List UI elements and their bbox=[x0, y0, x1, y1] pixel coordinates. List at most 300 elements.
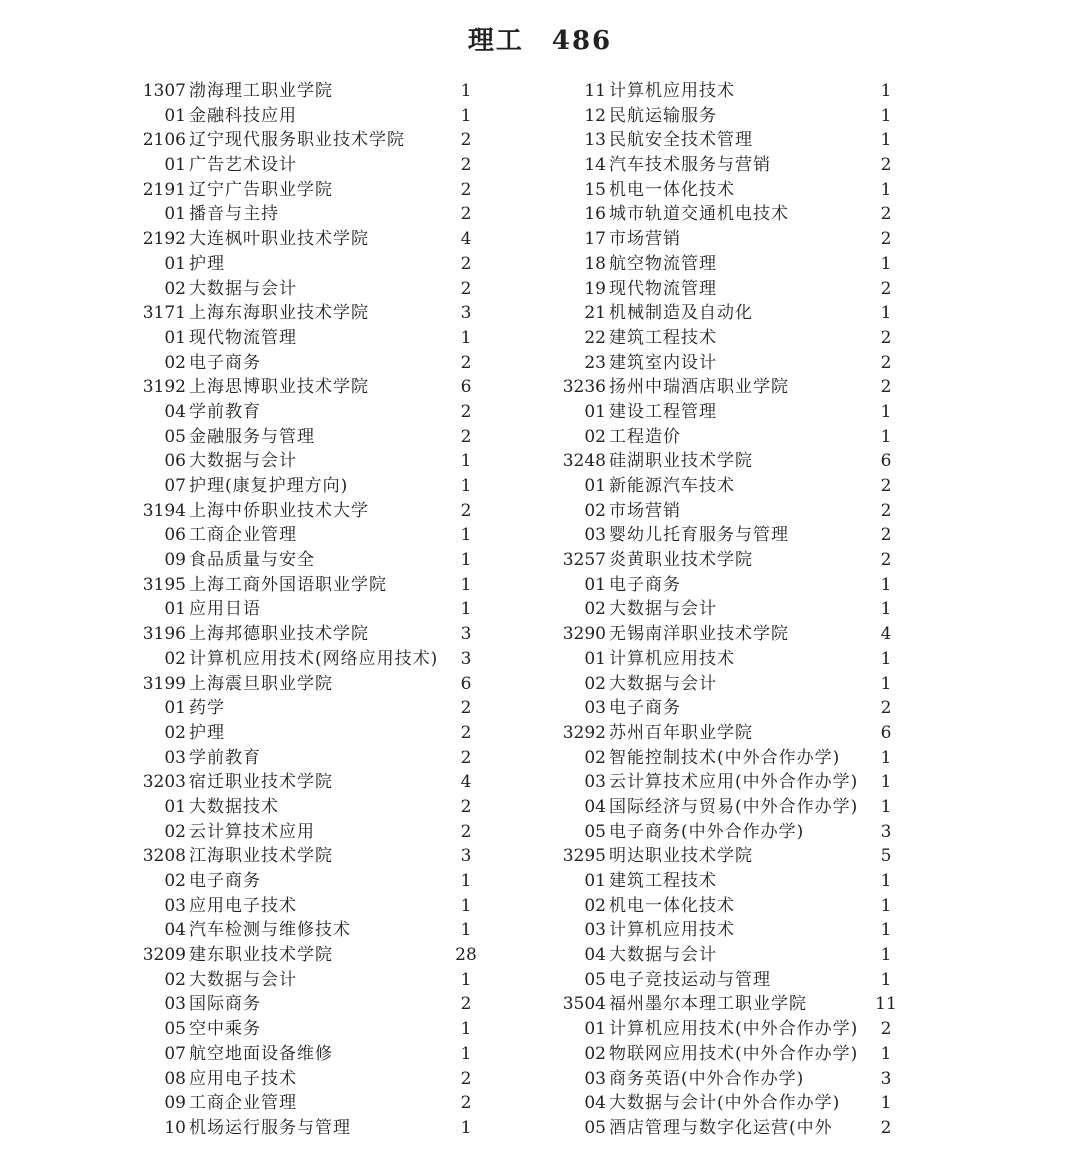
quota-count: 1 bbox=[460, 920, 472, 941]
major-code: 11 bbox=[584, 81, 606, 101]
major-code: 02 bbox=[584, 747, 606, 768]
quota-count: 2 bbox=[460, 155, 472, 176]
quota-count: 1 bbox=[460, 476, 472, 496]
major-row bbox=[560, 746, 1030, 771]
major-name: 电子商务 bbox=[609, 698, 681, 719]
major-row bbox=[140, 400, 610, 425]
quota-count: 2 bbox=[880, 229, 892, 250]
quota-count: 1 bbox=[880, 1093, 892, 1114]
quota-count: 28 bbox=[455, 945, 477, 966]
school-name: 无锡南洋职业技术学院 bbox=[609, 624, 789, 645]
quota-count: 1 bbox=[460, 451, 472, 472]
major-name: 计算机应用技术 bbox=[609, 920, 735, 941]
quota-count: 1 bbox=[880, 772, 892, 793]
quota-count: 1 bbox=[880, 253, 892, 274]
school-name: 上海思博职业技术学院 bbox=[189, 377, 369, 398]
quota-count: 2 bbox=[460, 401, 472, 422]
quota-count: 1 bbox=[880, 426, 892, 447]
major-row bbox=[140, 548, 610, 573]
major-code: 02 bbox=[584, 673, 606, 694]
major-name: 建筑工程技术 bbox=[609, 871, 717, 891]
school-code: 3248 bbox=[562, 451, 606, 472]
major-row bbox=[140, 153, 610, 178]
quota-count: 2 bbox=[880, 352, 892, 373]
major-name: 空中乘务 bbox=[189, 1019, 261, 1040]
school-row bbox=[140, 573, 610, 598]
quota-count: 1 bbox=[880, 673, 892, 694]
major-name: 电子商务 bbox=[609, 574, 681, 595]
major-row bbox=[140, 351, 610, 376]
major-row bbox=[140, 1017, 610, 1042]
major-row bbox=[140, 647, 610, 672]
major-row bbox=[560, 968, 1030, 993]
major-row bbox=[560, 79, 1030, 104]
major-row bbox=[560, 153, 1030, 178]
major-code: 23 bbox=[584, 352, 606, 373]
major-code: 05 bbox=[584, 969, 606, 990]
quota-count: 2 bbox=[880, 1117, 892, 1138]
major-code: 21 bbox=[584, 303, 606, 324]
major-row bbox=[140, 523, 610, 548]
major-name: 市场营销 bbox=[609, 229, 681, 250]
quota-count: 2 bbox=[880, 377, 892, 398]
school-code: 3209 bbox=[142, 945, 186, 966]
major-code: 03 bbox=[164, 994, 186, 1015]
quota-count: 6 bbox=[460, 377, 472, 398]
quota-count: 2 bbox=[880, 278, 892, 299]
major-name: 国际经济与贸易(中外合作办学) bbox=[609, 796, 859, 817]
major-name: 大数据与会计 bbox=[609, 945, 717, 966]
major-name: 婴幼儿托育服务与管理 bbox=[609, 525, 789, 546]
school-row bbox=[140, 770, 610, 795]
major-code: 10 bbox=[164, 1117, 186, 1138]
school-row bbox=[560, 375, 1030, 400]
quota-count: 1 bbox=[880, 796, 892, 817]
major-name: 广告艺术设计 bbox=[189, 155, 297, 176]
major-code: 07 bbox=[164, 1043, 186, 1064]
school-code: 3171 bbox=[142, 303, 186, 324]
major-name: 电子商务 bbox=[189, 871, 261, 891]
quota-count: 3 bbox=[880, 1068, 892, 1089]
major-code: 01 bbox=[164, 327, 186, 348]
quota-count: 2 bbox=[460, 821, 472, 842]
major-name: 机场运行服务与管理 bbox=[189, 1117, 351, 1138]
quota-count: 1 bbox=[460, 1019, 472, 1040]
school-row bbox=[140, 844, 610, 869]
major-name: 民航安全技术管理 bbox=[609, 130, 753, 151]
major-row bbox=[140, 104, 610, 129]
major-code: 02 bbox=[584, 1043, 606, 1064]
major-code: 17 bbox=[584, 229, 606, 250]
major-row bbox=[560, 696, 1030, 721]
major-name: 大数据与会计 bbox=[189, 451, 297, 472]
school-name: 苏州百年职业学院 bbox=[609, 722, 753, 743]
quota-count: 2 bbox=[460, 1093, 472, 1114]
quota-count: 1 bbox=[460, 599, 472, 620]
school-name: 建东职业技术学院 bbox=[189, 945, 333, 966]
quota-count: 1 bbox=[460, 327, 472, 348]
major-name: 汽车检测与维修技术 bbox=[189, 920, 351, 941]
major-name: 金融服务与管理 bbox=[189, 426, 315, 447]
major-code: 13 bbox=[584, 130, 606, 151]
quota-count: 2 bbox=[880, 500, 892, 521]
quota-count: 2 bbox=[460, 747, 472, 768]
major-name: 金融科技应用 bbox=[189, 105, 297, 126]
school-row bbox=[560, 992, 1030, 1017]
major-name: 工程造价 bbox=[609, 426, 681, 447]
major-name: 电子竞技运动与管理 bbox=[609, 969, 771, 990]
school-code: 3194 bbox=[142, 500, 186, 521]
school-row bbox=[140, 301, 610, 326]
major-name: 云计算技术应用 bbox=[189, 821, 315, 842]
major-name: 商务英语(中外合作办学) bbox=[609, 1068, 805, 1089]
major-code: 09 bbox=[164, 550, 186, 571]
quota-count: 1 bbox=[880, 648, 892, 669]
major-row bbox=[560, 918, 1030, 943]
school-code: 1307 bbox=[142, 81, 186, 101]
major-row bbox=[560, 1017, 1030, 1042]
major-code: 01 bbox=[584, 871, 606, 891]
major-row bbox=[140, 425, 610, 450]
quota-count: 1 bbox=[460, 871, 472, 891]
major-name: 应用电子技术 bbox=[189, 1068, 297, 1089]
major-name: 大数据与会计 bbox=[609, 599, 717, 620]
major-code: 18 bbox=[584, 253, 606, 274]
school-row bbox=[140, 128, 610, 153]
major-row bbox=[140, 992, 610, 1017]
major-code: 05 bbox=[164, 426, 186, 447]
major-code: 02 bbox=[164, 969, 186, 990]
major-row bbox=[560, 252, 1030, 277]
major-row bbox=[560, 202, 1030, 227]
quota-count: 1 bbox=[880, 1043, 892, 1064]
major-row bbox=[560, 573, 1030, 598]
major-row bbox=[560, 499, 1030, 524]
major-row bbox=[560, 128, 1030, 153]
major-code: 07 bbox=[164, 476, 186, 496]
major-name: 航空物流管理 bbox=[609, 253, 717, 274]
major-code: 02 bbox=[164, 648, 186, 669]
major-row bbox=[140, 1116, 610, 1141]
school-code: 3257 bbox=[562, 550, 606, 571]
quota-count: 6 bbox=[460, 673, 472, 694]
quota-count: 2 bbox=[460, 352, 472, 373]
major-row bbox=[560, 474, 1030, 499]
major-row bbox=[560, 277, 1030, 302]
school-code: 2191 bbox=[142, 179, 186, 200]
major-row bbox=[140, 449, 610, 474]
major-row bbox=[560, 820, 1030, 845]
quota-count: 3 bbox=[880, 821, 892, 842]
school-name: 渤海理工职业学院 bbox=[189, 81, 333, 101]
major-name: 新能源汽车技术 bbox=[609, 476, 735, 496]
major-name: 电子商务 bbox=[189, 352, 261, 373]
quota-count: 3 bbox=[460, 303, 472, 324]
quota-count: 1 bbox=[460, 105, 472, 126]
major-name: 建设工程管理 bbox=[609, 401, 717, 422]
major-code: 01 bbox=[584, 574, 606, 595]
quota-count: 2 bbox=[460, 204, 472, 225]
major-row bbox=[560, 178, 1030, 203]
quota-count: 1 bbox=[460, 574, 472, 595]
quota-count: 1 bbox=[880, 969, 892, 990]
major-name: 计算机应用技术 bbox=[609, 81, 735, 101]
major-row bbox=[140, 721, 610, 746]
quota-count: 4 bbox=[460, 772, 472, 793]
major-code: 22 bbox=[584, 327, 606, 348]
school-row bbox=[560, 548, 1030, 573]
major-name: 计算机应用技术(中外合作办学) bbox=[609, 1019, 859, 1040]
quota-count: 1 bbox=[880, 179, 892, 200]
school-row bbox=[140, 375, 610, 400]
school-row bbox=[560, 844, 1030, 869]
major-name: 国际商务 bbox=[189, 994, 261, 1015]
major-code: 01 bbox=[164, 105, 186, 126]
quota-count: 1 bbox=[460, 969, 472, 990]
major-code: 06 bbox=[164, 451, 186, 472]
major-name: 药学 bbox=[189, 698, 225, 719]
major-name: 计算机应用技术(网络应用技术) bbox=[189, 648, 439, 669]
left-column bbox=[140, 79, 610, 1141]
quota-count: 2 bbox=[880, 1019, 892, 1040]
major-name: 工商企业管理 bbox=[189, 1093, 297, 1114]
major-code: 03 bbox=[584, 698, 606, 719]
major-row bbox=[140, 326, 610, 351]
major-row bbox=[560, 1091, 1030, 1116]
major-row bbox=[560, 1042, 1030, 1067]
major-name: 大数据与会计 bbox=[609, 673, 717, 694]
school-code: 3292 bbox=[562, 722, 606, 743]
quota-count: 2 bbox=[460, 253, 472, 274]
major-name: 护理(康复护理方向) bbox=[189, 476, 349, 496]
major-name: 大数据与会计(中外合作办学) bbox=[609, 1093, 841, 1114]
quota-count: 1 bbox=[880, 747, 892, 768]
quota-count: 2 bbox=[460, 130, 472, 151]
major-code: 01 bbox=[584, 401, 606, 422]
major-name: 电子商务(中外合作办学) bbox=[609, 821, 805, 842]
school-name: 硅湖职业技术学院 bbox=[609, 451, 753, 472]
major-row bbox=[140, 968, 610, 993]
school-code: 3203 bbox=[142, 772, 186, 793]
quota-count: 1 bbox=[880, 130, 892, 151]
school-code: 3504 bbox=[562, 994, 606, 1015]
major-code: 05 bbox=[584, 1117, 606, 1138]
major-code: 02 bbox=[584, 599, 606, 620]
major-code: 03 bbox=[584, 772, 606, 793]
major-code: 01 bbox=[164, 698, 186, 719]
quota-count: 2 bbox=[880, 698, 892, 719]
major-row bbox=[560, 647, 1030, 672]
major-name: 机电一体化技术 bbox=[609, 895, 735, 916]
major-row bbox=[560, 326, 1030, 351]
major-code: 01 bbox=[164, 253, 186, 274]
quota-count: 1 bbox=[880, 401, 892, 422]
school-name: 上海东海职业技术学院 bbox=[189, 303, 369, 324]
major-row bbox=[560, 672, 1030, 697]
major-code: 01 bbox=[164, 155, 186, 176]
quota-count: 1 bbox=[880, 574, 892, 595]
major-code: 03 bbox=[584, 920, 606, 941]
major-row bbox=[560, 400, 1030, 425]
school-name: 上海邦德职业技术学院 bbox=[189, 624, 369, 645]
school-code: 3192 bbox=[142, 377, 186, 398]
major-row bbox=[560, 1067, 1030, 1092]
quota-count: 2 bbox=[460, 179, 472, 200]
quota-count: 2 bbox=[880, 327, 892, 348]
school-code: 3195 bbox=[142, 574, 186, 595]
quota-count: 3 bbox=[460, 624, 472, 645]
major-row bbox=[140, 252, 610, 277]
major-name: 护理 bbox=[189, 253, 225, 274]
major-name: 现代物流管理 bbox=[189, 327, 297, 348]
major-row bbox=[560, 301, 1030, 326]
major-row bbox=[560, 894, 1030, 919]
major-code: 05 bbox=[584, 821, 606, 842]
right-column bbox=[560, 79, 1030, 1141]
major-name: 大数据与会计 bbox=[189, 969, 297, 990]
school-name: 辽宁现代服务职业技术学院 bbox=[189, 130, 405, 151]
major-code: 02 bbox=[164, 722, 186, 743]
quota-count: 1 bbox=[460, 895, 472, 916]
major-name: 工商企业管理 bbox=[189, 525, 297, 546]
major-code: 09 bbox=[164, 1093, 186, 1114]
major-row bbox=[560, 227, 1030, 252]
school-row bbox=[560, 721, 1030, 746]
school-row bbox=[140, 227, 610, 252]
major-code: 02 bbox=[584, 500, 606, 521]
major-name: 学前教育 bbox=[189, 401, 261, 422]
major-name: 应用电子技术 bbox=[189, 895, 297, 916]
major-code: 03 bbox=[584, 525, 606, 546]
major-code: 04 bbox=[164, 401, 186, 422]
quota-count: 2 bbox=[880, 525, 892, 546]
major-row bbox=[560, 869, 1030, 894]
major-row bbox=[140, 597, 610, 622]
major-name: 机电一体化技术 bbox=[609, 179, 735, 200]
major-row bbox=[560, 523, 1030, 548]
quota-count: 1 bbox=[880, 303, 892, 324]
major-row bbox=[140, 918, 610, 943]
school-code: 3290 bbox=[562, 624, 606, 645]
school-row bbox=[560, 449, 1030, 474]
page-title: 理工 486 bbox=[467, 26, 613, 56]
major-code: 04 bbox=[584, 1093, 606, 1114]
major-row bbox=[140, 820, 610, 845]
school-row bbox=[560, 622, 1030, 647]
quota-count: 1 bbox=[880, 895, 892, 916]
quota-count: 2 bbox=[880, 155, 892, 176]
school-name: 辽宁广告职业学院 bbox=[189, 179, 333, 200]
major-name: 云计算技术应用(中外合作办学) bbox=[609, 772, 859, 793]
major-code: 08 bbox=[164, 1068, 186, 1089]
major-row bbox=[560, 795, 1030, 820]
major-row bbox=[140, 1091, 610, 1116]
major-row bbox=[140, 746, 610, 771]
major-code: 01 bbox=[584, 1019, 606, 1040]
major-row bbox=[560, 425, 1030, 450]
major-name: 民航运输服务 bbox=[609, 105, 717, 126]
quota-count: 2 bbox=[460, 796, 472, 817]
quota-count: 6 bbox=[880, 722, 892, 743]
major-row bbox=[560, 1116, 1030, 1141]
quota-count: 5 bbox=[880, 846, 892, 867]
major-name: 现代物流管理 bbox=[609, 278, 717, 299]
major-name: 建筑工程技术 bbox=[609, 327, 717, 348]
quota-count: 4 bbox=[460, 229, 472, 250]
major-name: 市场营销 bbox=[609, 500, 681, 521]
school-name: 炎黄职业技术学院 bbox=[609, 550, 753, 571]
major-name: 汽车技术服务与营销 bbox=[609, 155, 771, 176]
quota-count: 2 bbox=[460, 722, 472, 743]
school-row bbox=[140, 178, 610, 203]
quota-count: 11 bbox=[875, 994, 897, 1015]
major-code: 04 bbox=[584, 796, 606, 817]
major-code: 03 bbox=[584, 1068, 606, 1089]
quota-count: 2 bbox=[460, 1068, 472, 1089]
school-name: 明达职业技术学院 bbox=[609, 846, 753, 867]
school-code: 2106 bbox=[142, 130, 186, 151]
major-row bbox=[140, 202, 610, 227]
quota-count: 3 bbox=[460, 846, 472, 867]
quota-count: 2 bbox=[880, 550, 892, 571]
quota-count: 1 bbox=[460, 550, 472, 571]
quota-count: 1 bbox=[880, 599, 892, 620]
major-row bbox=[560, 943, 1030, 968]
major-code: 02 bbox=[164, 352, 186, 373]
major-name: 播音与主持 bbox=[189, 204, 279, 225]
major-name: 大数据与会计 bbox=[189, 278, 297, 299]
major-row bbox=[140, 1067, 610, 1092]
quota-count: 1 bbox=[460, 525, 472, 546]
major-code: 04 bbox=[584, 945, 606, 966]
major-row bbox=[140, 795, 610, 820]
major-name: 护理 bbox=[189, 722, 225, 743]
school-name: 上海中侨职业技术大学 bbox=[189, 500, 369, 521]
major-code: 02 bbox=[164, 821, 186, 842]
quota-count: 2 bbox=[460, 994, 472, 1015]
major-name: 城市轨道交通机电技术 bbox=[609, 204, 789, 225]
major-name: 大数据技术 bbox=[189, 796, 279, 817]
school-code: 3199 bbox=[142, 673, 186, 694]
major-code: 03 bbox=[164, 747, 186, 768]
quota-count: 1 bbox=[460, 81, 472, 101]
major-code: 16 bbox=[584, 204, 606, 225]
quota-count: 1 bbox=[880, 81, 892, 101]
school-row bbox=[140, 79, 610, 104]
school-name: 福州墨尔本理工职业学院 bbox=[609, 994, 807, 1015]
major-code: 04 bbox=[164, 920, 186, 941]
major-code: 01 bbox=[584, 648, 606, 669]
major-row bbox=[140, 696, 610, 721]
major-name: 智能控制技术(中外合作办学) bbox=[609, 747, 841, 768]
school-row bbox=[140, 622, 610, 647]
school-name: 上海震旦职业学院 bbox=[189, 673, 333, 694]
school-code: 3196 bbox=[142, 624, 186, 645]
school-code: 3236 bbox=[562, 377, 606, 398]
quota-count: 1 bbox=[880, 105, 892, 126]
quota-count: 6 bbox=[880, 451, 892, 472]
major-row bbox=[560, 351, 1030, 376]
major-code: 19 bbox=[584, 278, 606, 299]
major-row bbox=[140, 1042, 610, 1067]
major-row bbox=[560, 770, 1030, 795]
major-code: 01 bbox=[164, 796, 186, 817]
school-name: 江海职业技术学院 bbox=[189, 846, 333, 867]
quota-count: 2 bbox=[880, 476, 892, 496]
major-code: 01 bbox=[584, 476, 606, 496]
major-code: 03 bbox=[164, 895, 186, 916]
quota-count: 1 bbox=[880, 871, 892, 891]
